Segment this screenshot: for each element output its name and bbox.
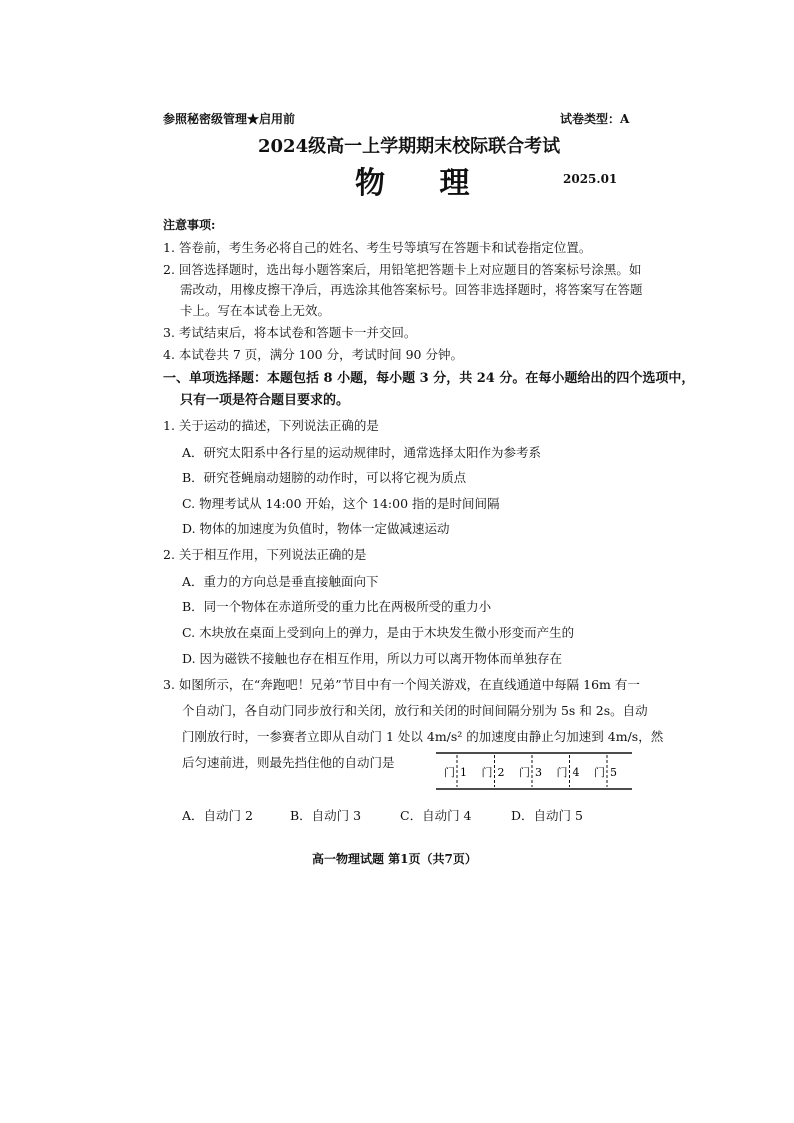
exam-title: 2024级高一上学期期末校际联合考试 [258,136,561,157]
notice-line: 3. 考试结束后，将本试卷和答题卡一并交回。 [163,325,417,340]
question-3-stem: 3. 如图所示，在“奔跑吧！兄弟”节目中有一个闯关游戏，在直线通道中每隔 16m 有一 [163,677,640,692]
question-3-stem-cont: 后匀速前进，则最先挡住他的自动门是 [182,755,395,770]
gate-number: 4 [572,766,580,779]
notice-line: 2. 回答选择题时，选出每小题答案后，用铅笔把答题卡上对应题目的答案标号涂黑。如 [163,262,642,277]
section-heading: 一、单项选择题：本题包括 8 小题，每小题 3 分，共 24 分。在每小题给出的四个选项中， [163,371,695,386]
gate-number: 1 [460,766,467,779]
question-2-option-d: D. 因为磁铁不接触也存在相互作用，所以力可以离开物体而单独存在 [182,651,563,666]
question-1-option-d: D. 物体的加速度为负值时，物体一定做减速运动 [182,521,450,536]
question-1-option-c: C. 物理考试从 14:00 开始，这个 14:00 指的是时间间隔 [182,496,500,511]
gate-number: 3 [535,766,542,779]
gate-number: 5 [610,766,617,779]
question-2-option-c: C. 木块放在桌面上受到向上的弹力，是由于木块发生微小形变而产生的 [182,625,575,640]
question-3-option-c: C．自动门 4 [400,808,472,823]
gates-group [444,755,617,787]
gate-label: 门 [444,766,455,779]
question-3-option-a: A．自动门 2 [182,808,253,823]
gate-number: 2 [497,766,505,779]
gate-label: 门 [594,766,605,779]
question-1-option-a: A．研究太阳系中各行星的运动规律时，通常选择太阳作为参考系 [182,445,542,460]
question-3-option-d: D．自动门 5 [511,808,583,823]
notice-title: 注意事项: [163,218,216,232]
notice-line: 卡上。写在本试卷上无效。 [180,303,331,318]
question-2-stem: 2. 关于相互作用，下列说法正确的是 [163,547,367,562]
notice-line: 需改动，用橡皮擦干净后，再选涂其他答案标号。回答非选择题时，将答案写在答题 [180,282,643,297]
gate-label: 门 [481,766,493,779]
exam-date: 2025.01 [563,172,618,186]
page-footer: 高一物理试题 第1页（共7页） [312,852,477,866]
question-3-option-b: B．自动门 3 [290,808,362,823]
gate-label: 门 [519,766,530,779]
subject-title: 物 理 [355,166,492,201]
gate-label: 门 [556,766,568,779]
gate-diagram [436,751,632,791]
security-label: 参照秘密级管理★启用前 [163,112,296,126]
section-heading-cont: 只有一项是符合题目要求的。 [180,393,350,408]
question-2-option-b: B．同一个物体在赤道所受的重力比在两极所受的重力小 [182,599,492,614]
question-2-option-a: A．重力的方向总是垂直接触面向下 [182,574,379,589]
paper-type-label: 试卷类型：A [560,112,630,126]
question-1-stem: 1. 关于运动的描述，下列说法正确的是 [163,418,379,433]
notice-line: 1. 答卷前，考生务必将自己的姓名、考生号等填写在答题卡和试卷指定位置。 [163,240,592,255]
question-3-stem-cont: 个自动门，各自动门同步放行和关闭，放行和关闭的时间间隔分别为 5s 和 2s。自动 [182,703,648,718]
notice-line: 4. 本试卷共 7 页，满分 100 分，考试时间 90 分钟。 [163,347,463,362]
question-3-stem-cont: 门刚放行时，一参赛者立即从自动门 1 处以 4m/s² 的加速度由静止匀加速到 4m/s，然 [182,729,664,744]
question-1-option-b: B．研究苍蝇扇动翅膀的动作时，可以将它视为质点 [182,470,467,485]
